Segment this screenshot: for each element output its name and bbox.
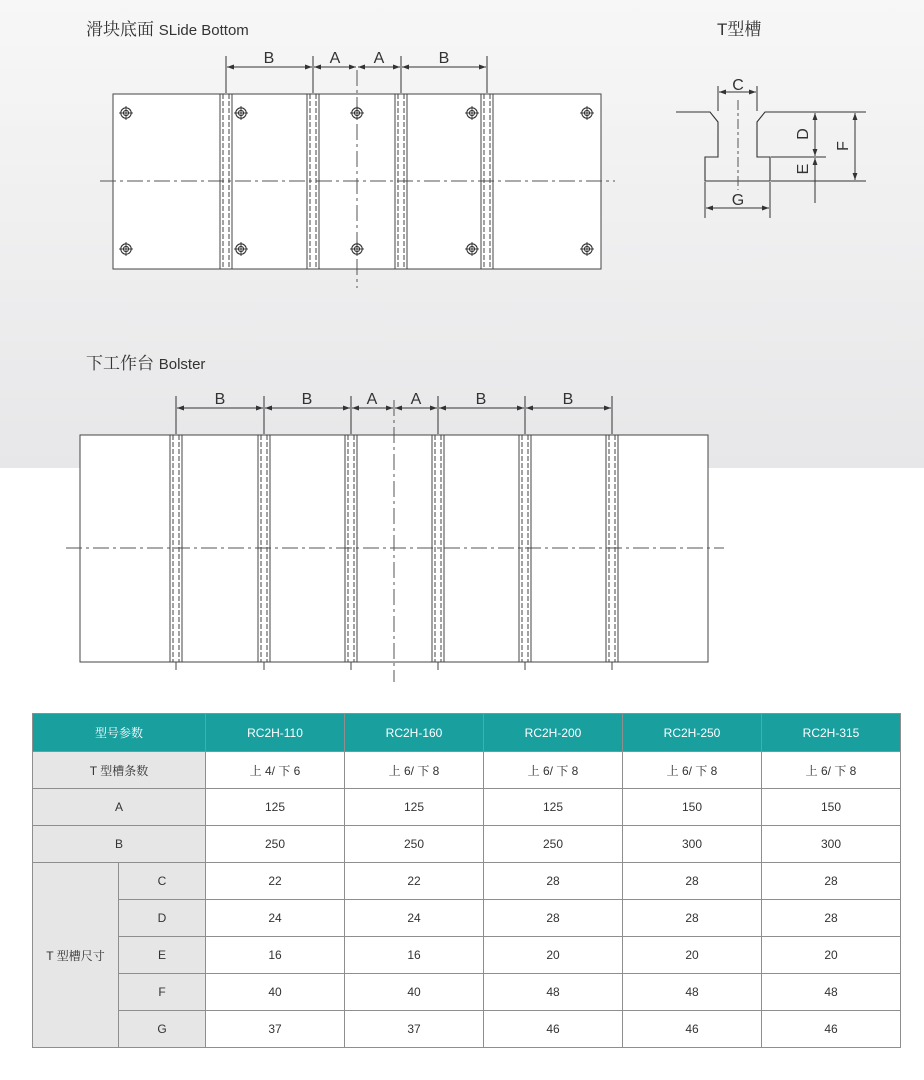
- bolster-dim-b4: B: [562, 391, 574, 408]
- table-cell: 上 6/ 下 8: [484, 752, 623, 789]
- table-row-g: [33, 1011, 901, 1048]
- t-slot-dim-f: F: [835, 141, 852, 151]
- table-cell: 16: [345, 937, 484, 974]
- bolster-dim-b1: B: [214, 391, 226, 408]
- header-cell-model: RC2H-110: [206, 714, 345, 752]
- row-label: C: [119, 863, 206, 900]
- slide-bottom-title-en: SLide Bottom: [158, 22, 249, 39]
- slide-bottom-dim-a2: A: [373, 50, 385, 67]
- row-label: D: [119, 900, 206, 937]
- table-cell: 28: [762, 900, 901, 937]
- t-slot-profile: [676, 112, 805, 181]
- table-cell: 24: [345, 900, 484, 937]
- table-cell: 48: [762, 974, 901, 1011]
- table-row-a: [33, 789, 901, 826]
- row-label: T 型槽条数: [33, 752, 206, 789]
- table-cell: 28: [623, 900, 762, 937]
- table-cell: 上 6/ 下 8: [345, 752, 484, 789]
- table-cell: 28: [623, 863, 762, 900]
- t-slot-dim-c: C: [732, 77, 744, 94]
- table-cell: 37: [345, 1011, 484, 1048]
- table-cell: 250: [484, 826, 623, 863]
- table-cell: 28: [484, 863, 623, 900]
- table-row-c: [33, 863, 901, 900]
- header-cell-model: RC2H-250: [623, 714, 762, 752]
- table-cell: 250: [206, 826, 345, 863]
- table-cell: 46: [484, 1011, 623, 1048]
- table-cell: 28: [484, 900, 623, 937]
- table-row-b: [33, 826, 901, 863]
- t-slot-drawing: [676, 77, 866, 218]
- slide-bottom-dim-a1: A: [329, 50, 341, 67]
- spec-table-header-row: [33, 714, 901, 752]
- table-cell: 上 6/ 下 8: [623, 752, 762, 789]
- table-cell: 20: [484, 937, 623, 974]
- bolster-dim-b2: B: [301, 391, 313, 408]
- bolster-dim-a2: A: [410, 391, 422, 408]
- table-cell: 40: [345, 974, 484, 1011]
- t-slot-title: T型槽: [717, 20, 762, 39]
- slide-bottom-drawing: [100, 50, 615, 288]
- header-cell-param: 型号参数: [33, 714, 206, 752]
- table-cell: 150: [623, 789, 762, 826]
- table-cell: 125: [206, 789, 345, 826]
- slide-bottom-title-zh: 滑块底面: [86, 20, 154, 39]
- table-cell: 40: [206, 974, 345, 1011]
- table-row-d: [33, 900, 901, 937]
- t-slot-dim-e: E: [795, 163, 812, 175]
- table-cell: 22: [206, 863, 345, 900]
- table-cell: 250: [345, 826, 484, 863]
- bolster-drawing: [66, 391, 724, 682]
- table-cell: 20: [623, 937, 762, 974]
- table-cell: 上 4/ 下 6: [206, 752, 345, 789]
- bolster-dim-b3: B: [475, 391, 487, 408]
- row-label: E: [119, 937, 206, 974]
- header-cell-model: RC2H-315: [762, 714, 901, 752]
- table-cell: 48: [623, 974, 762, 1011]
- table-cell: 150: [762, 789, 901, 826]
- header-cell-model: RC2H-160: [345, 714, 484, 752]
- table-row-f: [33, 974, 901, 1011]
- table-cell: 300: [762, 826, 901, 863]
- spec-table: [32, 713, 901, 1048]
- t-slot-dim-d: D: [795, 128, 812, 140]
- row-group-label: T 型槽尺寸: [33, 863, 119, 1048]
- slide-bottom-dim-b1: B: [263, 50, 275, 67]
- row-label: A: [33, 789, 206, 826]
- table-cell: 300: [623, 826, 762, 863]
- table-cell: 20: [762, 937, 901, 974]
- table-cell: 125: [345, 789, 484, 826]
- t-slot-dim-g: G: [731, 192, 745, 209]
- row-label: B: [33, 826, 206, 863]
- table-cell: 46: [623, 1011, 762, 1048]
- table-cell: 46: [762, 1011, 901, 1048]
- row-label: G: [119, 1011, 206, 1048]
- bolster-title-en: Bolster: [158, 356, 206, 373]
- table-row-slot-count: [33, 752, 901, 789]
- table-cell: 37: [206, 1011, 345, 1048]
- table-cell: 48: [484, 974, 623, 1011]
- row-label: F: [119, 974, 206, 1011]
- table-cell: 16: [206, 937, 345, 974]
- table-cell: 28: [762, 863, 901, 900]
- slide-bottom-dim-b2: B: [438, 50, 450, 67]
- bolster-title-zh: 下工作台: [86, 354, 154, 373]
- header-cell-model: RC2H-200: [484, 714, 623, 752]
- table-cell: 24: [206, 900, 345, 937]
- bolster-dim-a1: A: [366, 391, 378, 408]
- table-cell: 22: [345, 863, 484, 900]
- table-cell: 125: [484, 789, 623, 826]
- table-cell: 上 6/ 下 8: [762, 752, 901, 789]
- table-row-e: [33, 937, 901, 974]
